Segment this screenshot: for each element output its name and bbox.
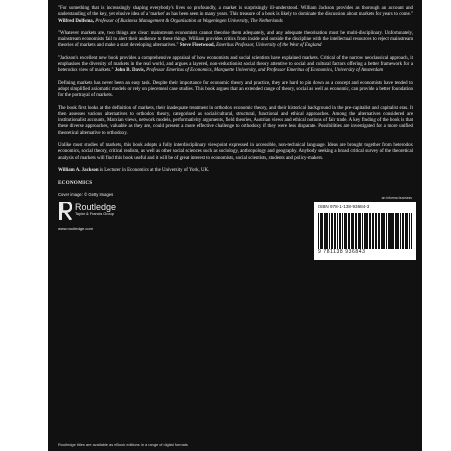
barcode-bar [356, 213, 357, 249]
barcode-bar [411, 213, 412, 249]
barcode-bar [337, 213, 338, 249]
quote-affiliation: Professor Emeritus of Economics, Marquette University, and Professor Emeritus of Economics, University of Amsterdam [146, 68, 384, 74]
endorsement-quote [58, 31, 413, 50]
routledge-icon [58, 202, 72, 220]
publisher-name: Routledge [75, 202, 117, 213]
quote-affiliation: Professor of Business Management & Organisation at Wageningen University, The Netherlands [95, 18, 283, 24]
description-paragraph: The book first looks at the definition of markets, their inadequate treatment in orthodox economic theory, and their historical background in the pre-capitalist and capitalist eras. It then assesses various alternatives to orthodox theory, categorised as social/cultural, structural, functional and ethical approaches. Among the alternatives considered are institutionalist accounts, Marxian views, network models, performativity arguments, field theories, Austrian views and ethical notions of fair trade. A key finding of the book is that these diverse approaches, valuable as they are, could present a more effective challenge to orthodoxy if they were less disparate. Possibilities are investigated for a more unified theoretical alternative to orthodoxy. [58, 105, 413, 136]
quote-text: "Whatever markets are, two things are clear: mainstream economists cannot theorise them adequately, and any adequate theorisation must be multi-disciplinary. Unfortunately, mainstream economists fail to alert their audience to these things. William provides critics from inside and outside the discipline with the intellectual resources to reject mainstream theories of markets and make a start developing alternatives." [58, 30, 413, 49]
barcode-bar [318, 213, 319, 249]
quote-author: Steve Fleetwood, [179, 43, 215, 49]
publisher-url: www.routledge.com [58, 226, 93, 232]
barcode-digits: 9 781138 936843 [318, 249, 366, 256]
informa-band: an informa business [314, 195, 416, 201]
publisher-logo [58, 202, 116, 220]
quote-author: John B. Davis, [114, 68, 145, 74]
barcode-box [314, 202, 416, 260]
cover-credit: Cover image: © Getty Images [58, 192, 114, 198]
barcode-bar [407, 213, 408, 249]
barcode-bar [393, 213, 394, 249]
barcode-bar [403, 213, 404, 249]
publisher-group: Taylor & Francis Group [75, 212, 114, 217]
barcode-bar [346, 213, 347, 249]
description-paragraph: Unlike most studies of markets, this book adopts a fully interdisciplinary viewpoint expressed in accessible, non-technical language. Ideas are brought together from heterodox economics, social theory, critical realism, as well as other social sciences such as sociology, anthropology and geography. Anybody seeking a broad critical survey of the theoretical analysis of markets will find this book useful and it will be of great interest to economists, social scientists, students and policy-makers. [58, 143, 413, 161]
quote-author: Wilfred Dolfsma, [58, 18, 94, 24]
quote-affiliation: Emeritus Professor, University of the West of England [216, 43, 322, 49]
isbn-text: ISBN 978-1-138-93684-3 [318, 204, 370, 210]
back-cover [48, 0, 422, 451]
barcode-bar [360, 213, 361, 249]
barcode-bar [351, 213, 352, 249]
barcode-bars [318, 211, 412, 249]
barcode-bar [365, 213, 366, 249]
description-paragraph: Defining markets has never been an easy task. Despite their importance for economic theory and practice, they are hard to pin down as a concept and economists have tended to adopt simplified axiomatic models or rely on piecemeal case studies. This book argues that an extended range of theory, social as well as economic, can provide a better foundation for the portrayal of markets. [58, 80, 413, 99]
barcode-bar [398, 213, 399, 249]
quote-text: "For something that is increasingly shaping everybody's lives so profoundly, a market is surprisingly ill-understood. William Jackson provides as thorough an account and understanding of the key, yet elusive idea of a 'market' as has been seen in many years. This treasure of a book is likely to dominate the discussion about markets for years to come." [58, 6, 413, 18]
endorsement-quote [58, 56, 413, 75]
bio-text: is Lecturer in Economics at the University of York, UK. [98, 167, 210, 173]
endorsement-quote [58, 6, 413, 25]
barcode-bar [332, 213, 333, 249]
barcode-bar [342, 213, 343, 249]
barcode-bar [384, 213, 385, 249]
author-name: William A. Jackson [58, 167, 99, 173]
quote-text: "Jackson's excellent new book provides a comprehensive appraisal of how economists and social scientists have explained markets. Critical of the narrow neoclassical approach, it emphasises the diversity of markets in the real world, and argues a layered, non-reductionist social theory attentive to social and cultural factors offering a better framework for a heterodox view of markets." [58, 55, 413, 74]
barcode-bar [322, 213, 323, 249]
barcode-bar [389, 213, 390, 249]
barcode-bar [370, 213, 371, 249]
bottom-area [58, 196, 413, 266]
footer-note: Routledge titles are available as eBook editions in a range of digital formats [58, 442, 188, 447]
author-bio [58, 168, 413, 174]
barcode-bar [327, 213, 328, 249]
barcode-bar [379, 213, 380, 249]
subject-label: ECONOMICS [58, 180, 93, 187]
barcode-bar [375, 213, 376, 249]
book-description [58, 81, 413, 162]
